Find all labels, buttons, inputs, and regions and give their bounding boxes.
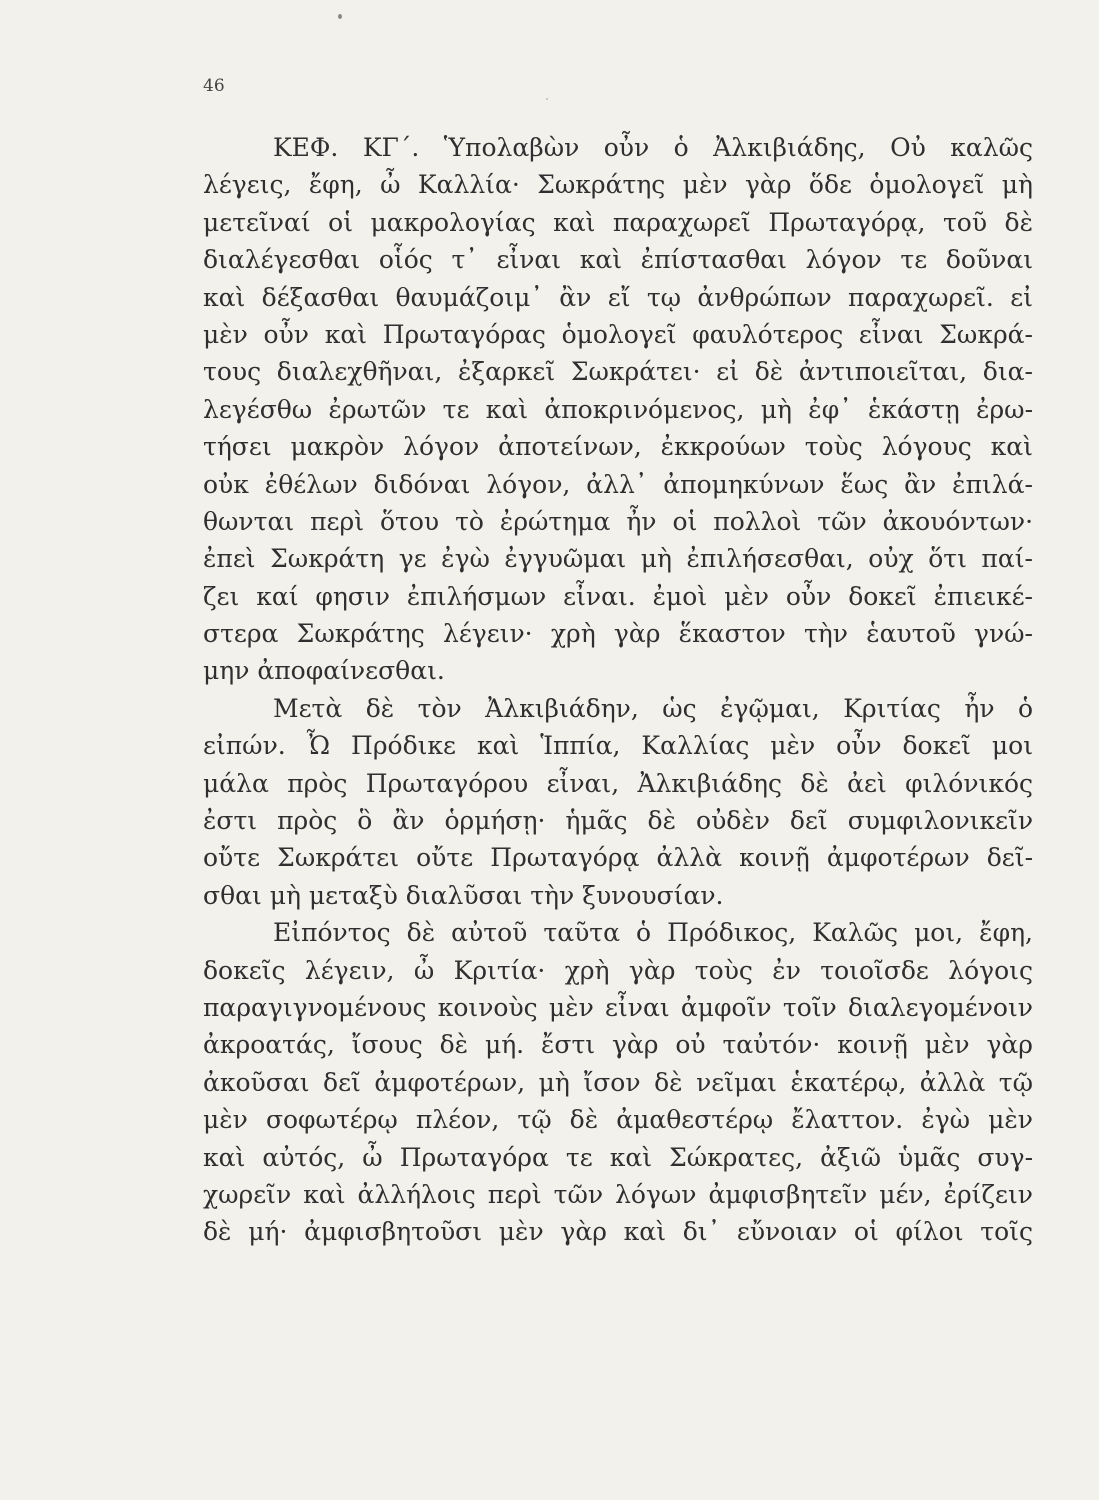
text-line: δὲ μή· ἀμφισβητοῦσι μὲν γὰρ καὶ δι᾽ εὔνοιαν οἱ φίλοι τοῖς <box>203 1217 1033 1247</box>
text-line: σθαι μὴ μεταξὺ διαλῦσαι τὴν ξυνουσίαν. <box>203 880 724 910</box>
text-line: παραγιγνομένους κοινοὺς μὲν εἶναι ἀμφοῖν τοῖν διαλεγομένοιν <box>203 992 1033 1022</box>
body-text <box>203 129 1033 1251</box>
ink-speck <box>338 14 342 19</box>
text-line: εἰπών. Ὦ Πρόδικε καὶ Ἱππία, Καλλίας μὲν οὖν δοκεῖ μοι <box>203 731 1033 761</box>
text-line: τους διαλεχθῆναι, ἐξαρκεῖ Σωκράτει· εἰ δὲ ἀντιποιεῖται, δια- <box>203 357 1033 387</box>
text-line: μάλα πρὸς Πρωταγόρου εἶναι, Ἀλκιβιάδης δὲ ἀεὶ φιλόνικός <box>203 768 1033 798</box>
text-line: ἀκροατάς, ἴσους δὲ μή. ἔστι γὰρ οὐ ταὐτόν· κοινῇ μὲν γὰρ <box>203 1030 1033 1060</box>
paragraph <box>203 690 1033 914</box>
text-line: ΚΕΦ. ΚΓ΄. Ὑπολαβὼν οὖν ὁ Ἀλκιβιάδης, Οὐ καλῶς <box>273 133 1033 162</box>
text-line: χωρεῖν καὶ ἀλλήλοις περὶ τῶν λόγων ἀμφισβητεῖν μέν, ἐρίζειν <box>203 1179 1033 1209</box>
text-line: λεγέσθω ἐρωτῶν τε καὶ ἀποκρινόμενος, μὴ ἐφ᾽ ἑκάστῃ ἐρω- <box>203 394 1034 424</box>
text-line: ἀκοῦσαι δεῖ ἀμφοτέρων, μὴ ἴσον δὲ νεῖμαι ἑκατέρῳ, ἀλλὰ τῷ <box>203 1067 1034 1097</box>
text-line: μην ἀποφαίνεσθαι. <box>203 656 445 686</box>
text-line: οὔτε Σωκράτει οὔτε Πρωταγόρᾳ ἀλλὰ κοινῇ ἀμφοτέρων δεῖ- <box>203 843 1034 873</box>
text-line: λέγεις, ἔφη, ὦ Καλλία· Σωκράτης μὲν γὰρ ὅδε ὁμολογεῖ μὴ <box>203 170 1033 200</box>
text-line: καὶ αὐτός, ὦ Πρωταγόρα τε καὶ Σώκρατες, ἀξιῶ ὑμᾶς συγ- <box>203 1142 1034 1172</box>
text-line: οὐκ ἐθέλων διδόναι λόγον, ἀλλ᾽ ἀπομηκύνων ἕως ἂν ἐπιλά- <box>203 469 1033 499</box>
ink-speck <box>546 98 548 100</box>
paragraph <box>203 914 1033 1251</box>
text-line: ἐπεὶ Σωκράτη γε ἐγὼ ἐγγυῶμαι μὴ ἐπιλήσεσθαι, οὐχ ὅτι παί- <box>203 544 1033 574</box>
text-line: Εἰπόντος δὲ αὐτοῦ ταῦτα ὁ Πρόδικος, Καλῶς μοι, ἔφη, <box>273 918 1034 948</box>
text-line: μὲν σοφωτέρῳ πλέον, τῷ δὲ ἀμαθεστέρῳ ἔλαττον. ἐγὼ μὲν <box>203 1105 1034 1135</box>
text-line: μετεῖναί οἱ μακρολογίας καὶ παραχωρεῖ Πρωταγόρᾳ, τοῦ δὲ <box>203 207 1034 237</box>
text-line: τήσει μακρὸν λόγον ἀποτείνων, ἐκκρούων τοὺς λόγους καὶ <box>203 432 1033 462</box>
page-number: 46 <box>203 76 225 96</box>
text-line: διαλέγεσθαι οἷός τ᾽ εἶναι καὶ ἐπίστασθαι λόγον τε δοῦναι <box>203 245 1034 275</box>
text-line: μὲν οὖν καὶ Πρωταγόρας ὁμολογεῖ φαυλότερος εἶναι Σωκρά- <box>203 319 1033 349</box>
text-line: στερα Σωκράτης λέγειν· χρὴ γὰρ ἕκαστον τὴν ἑαυτοῦ γνώ- <box>203 619 1034 649</box>
text-line: θωνται περὶ ὅτου τὸ ἐρώτημα ἦν οἱ πολλοὶ τῶν ἀκουόντων· <box>203 506 1034 536</box>
text-line: ζει καί φησιν ἐπιλήσμων εἶναι. ἐμοὶ μὲν οὖν δοκεῖ ἐπιεικέ- <box>203 581 1034 611</box>
text-line: ἐστι πρὸς ὃ ἂν ὁρμήσῃ· ἡμᾶς δὲ οὐδὲν δεῖ συμφιλονικεῖν <box>203 806 1034 836</box>
paragraph <box>203 129 1033 690</box>
text-line: καὶ δέξασθαι θαυμάζοιμ᾽ ἂν εἴ τῳ ἀνθρώπων παραχωρεῖ. εἰ <box>203 282 1033 312</box>
text-line: Μετὰ δὲ τὸν Ἀλκιβιάδην, ὡς ἐγῷμαι, Κριτίας ἦν ὁ <box>273 693 1034 723</box>
text-line: δοκεῖς λέγειν, ὦ Κριτία· χρὴ γὰρ τοὺς ἐν τοιοῖσδε λόγοις <box>203 955 1033 985</box>
